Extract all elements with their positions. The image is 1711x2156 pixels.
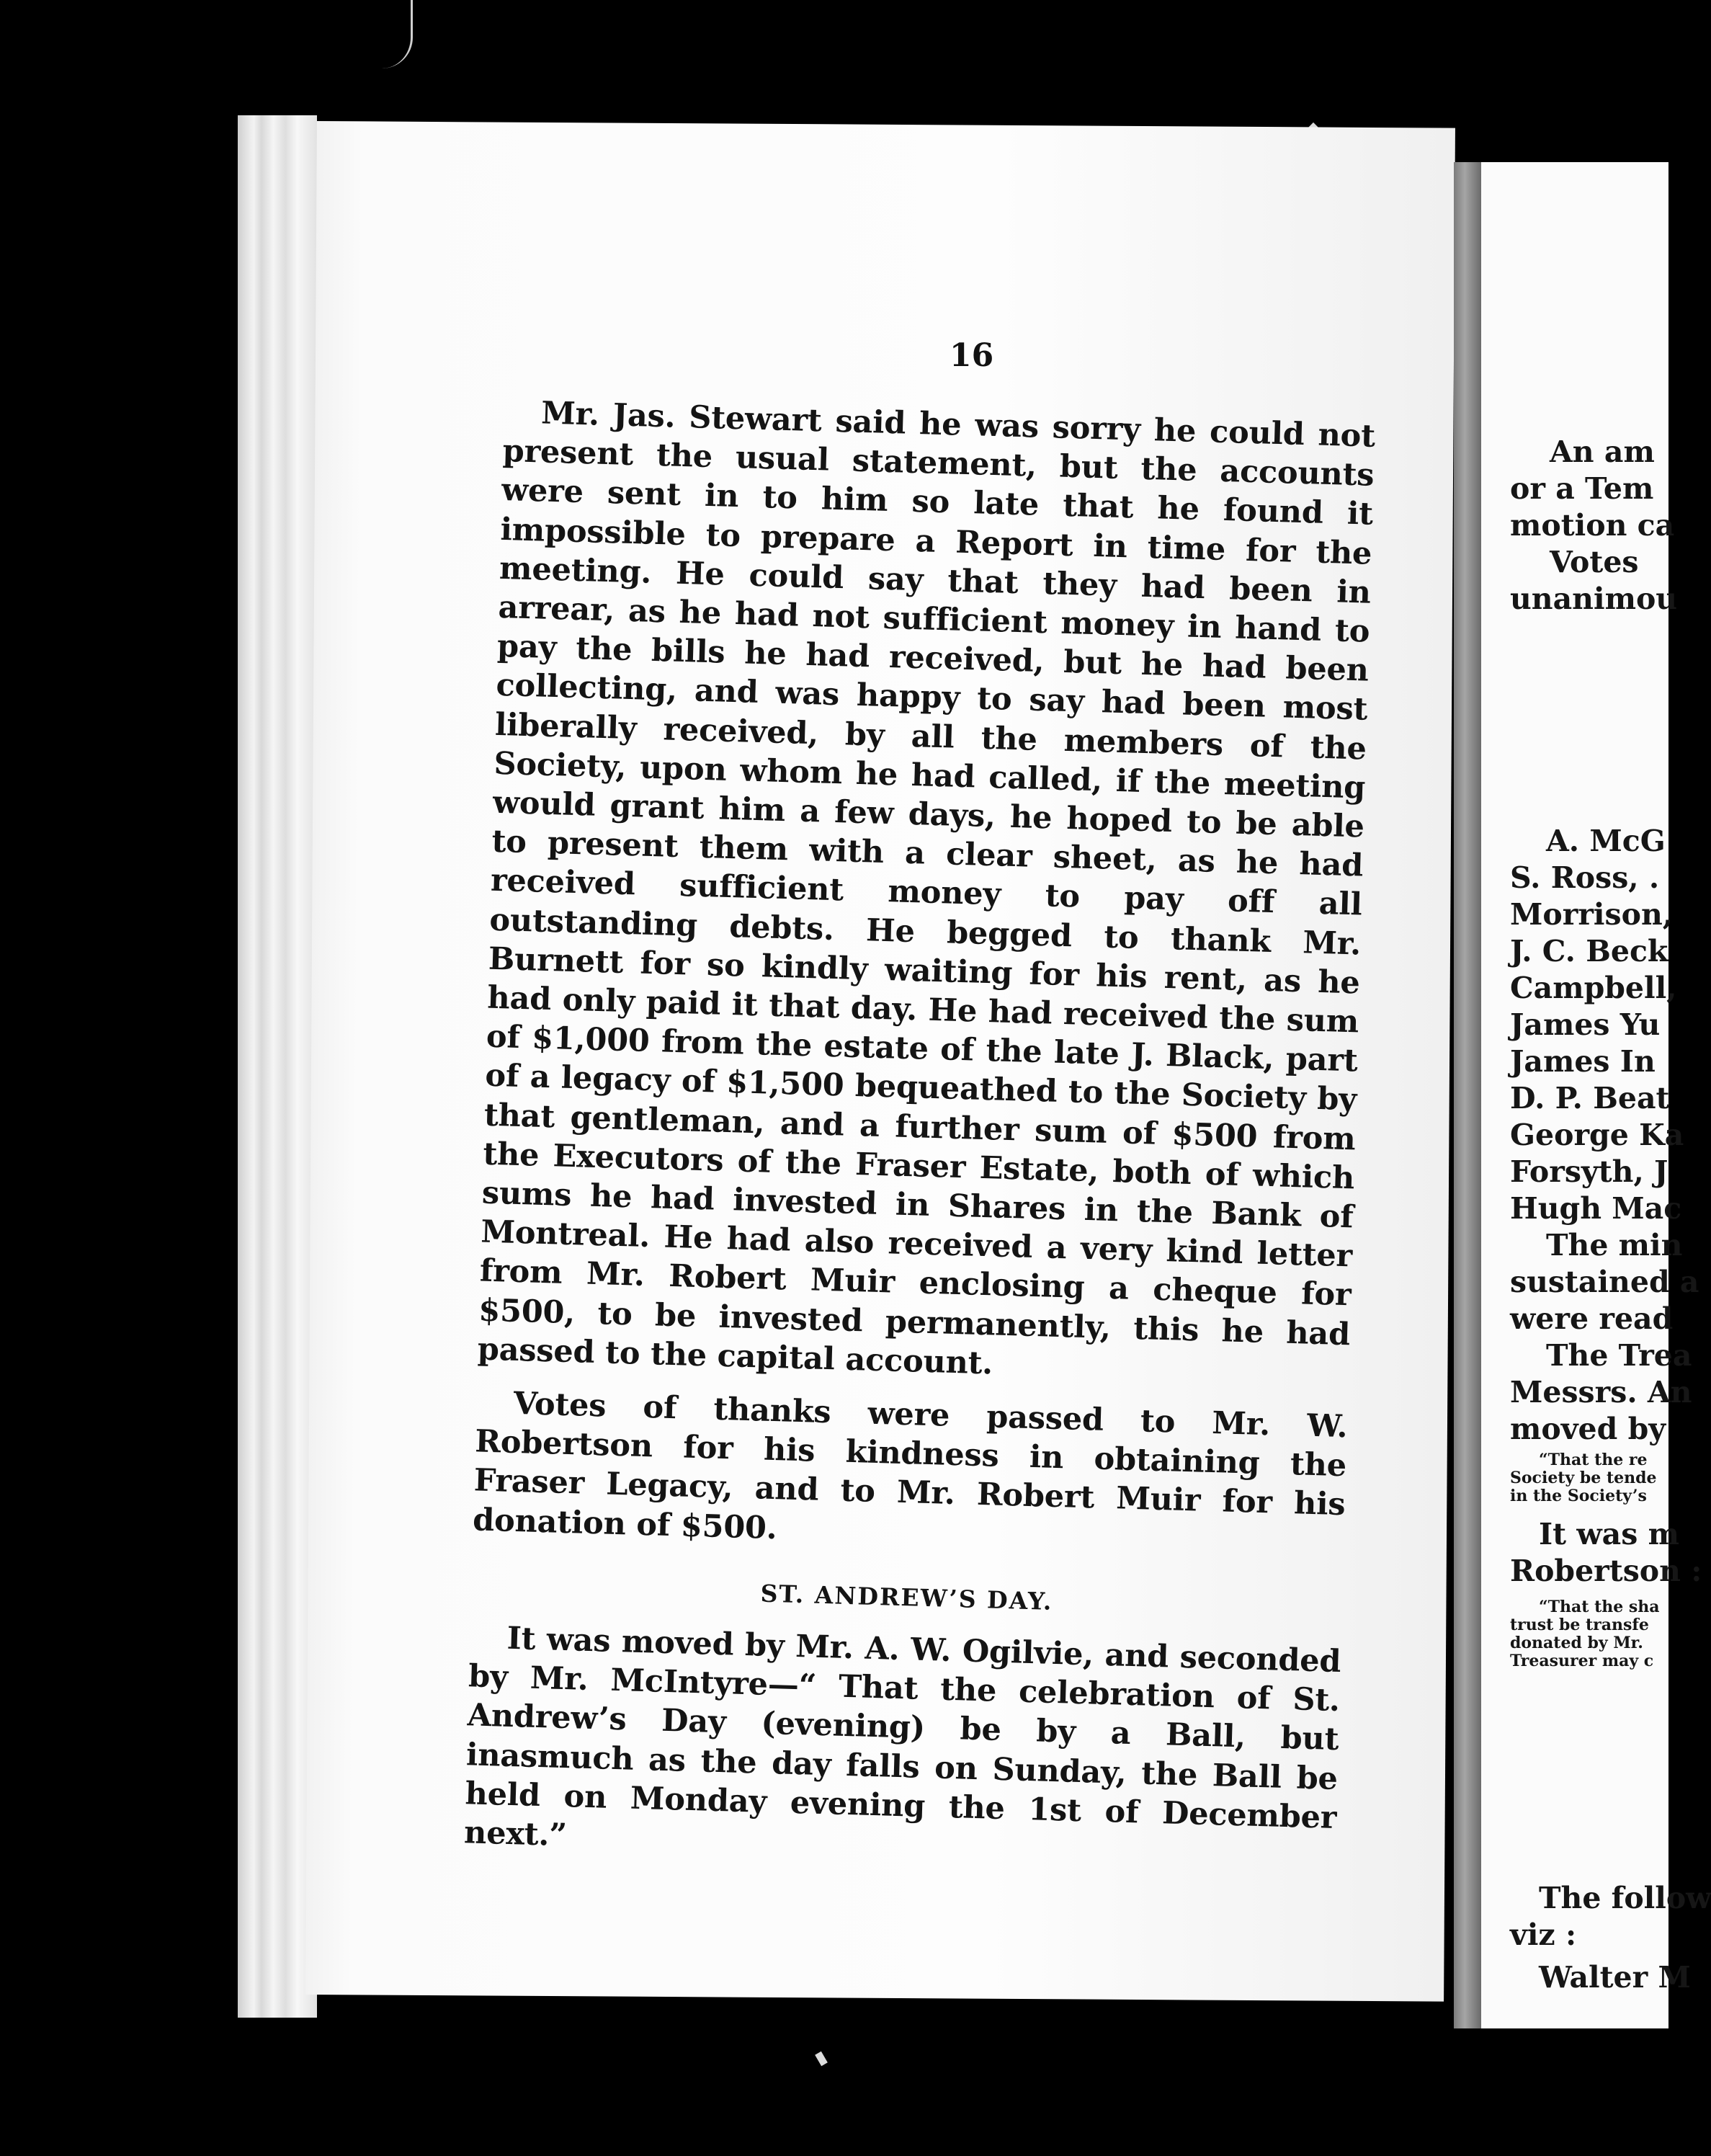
- section-heading: ST. ANDREW’S DAY.: [760, 1579, 1053, 1616]
- right-page-line: Robertson :: [1510, 1554, 1702, 1588]
- left-page-body: [463, 393, 1376, 1891]
- scan-mark-top-left: [382, 0, 413, 68]
- right-page-line: Campbell,: [1510, 971, 1677, 1005]
- right-page-line: An am: [1550, 435, 1655, 469]
- right-page-line: Hugh Mac: [1510, 1191, 1682, 1226]
- scan-mark-bottom: [815, 2052, 828, 2067]
- right-page-line: unanimou: [1510, 582, 1678, 616]
- paragraph-st-andrews-day: It was moved by Mr. A. W. Ogilvie, and seconded by Mr. McIntyre—“ That the celebration of St. Andrew’s Day (evening) be by a Ball, but inasmuch as the day falls on Sunday, the Ball be held on Monday evening the 1st of December next.”: [463, 1620, 1341, 1854]
- right-page-line: A. McG: [1546, 824, 1666, 858]
- right-page-line: viz :: [1510, 1917, 1577, 1952]
- right-page-small-line: in the Society’s: [1510, 1487, 1647, 1505]
- right-page-line: Walter M: [1539, 1960, 1691, 1995]
- right-page-line: S. Ross, .: [1510, 860, 1660, 895]
- right-page-line: The Trea: [1546, 1338, 1692, 1373]
- right-page-line: sustained a: [1510, 1265, 1699, 1299]
- right-page-line: The min: [1546, 1228, 1683, 1262]
- right-page-mid-lines: [1510, 1517, 1702, 1590]
- right-page-small-line: Society be tende: [1510, 1469, 1657, 1487]
- paragraph-votes-of-thanks: Votes of thanks were passed to Mr. W. Robertson for his kindness in obtaining the Fraser Legacy, and to Mr. Robert Muir for his donation of $500.: [472, 1385, 1349, 1546]
- right-page-small-print-2: [1510, 1598, 1660, 1670]
- page-edges: [238, 115, 317, 2018]
- right-page-line: J. C. Beck: [1510, 934, 1668, 968]
- right-page-small-line: “That the sha: [1539, 1598, 1660, 1616]
- right-page-small-line: “That the re: [1539, 1451, 1648, 1469]
- right-page-small-line: trust be transfe: [1510, 1616, 1649, 1634]
- right-page-top-lines: [1510, 435, 1677, 618]
- right-page-line: Messrs. An: [1510, 1375, 1692, 1409]
- right-page-line: Forsyth, J: [1510, 1154, 1668, 1189]
- right-page-line: or a Tem: [1510, 471, 1654, 506]
- right-page: [1481, 162, 1711, 2028]
- right-page-line: George Ka: [1510, 1118, 1684, 1152]
- right-page-line: motion ca: [1510, 508, 1675, 543]
- right-page-small-line: Treasurer may c: [1510, 1652, 1654, 1670]
- right-page-small-print-1: [1510, 1451, 1657, 1505]
- right-page-line: moved by: [1510, 1412, 1666, 1446]
- right-page-line: were read: [1510, 1301, 1674, 1336]
- right-page-line: The follow: [1539, 1881, 1711, 1915]
- right-page-name-lines: [1510, 824, 1699, 1448]
- right-page-bottom-lines: [1510, 1881, 1711, 1997]
- right-page-line: Votes: [1550, 545, 1639, 579]
- right-page-line: D. P. Beat: [1510, 1081, 1670, 1115]
- right-page-line: Morrison,: [1510, 897, 1674, 932]
- book-gutter: [1454, 162, 1481, 2028]
- paragraph-treasurer-statement: Mr. Jas. Stewart said he was sorry he could not present the usual statement, but the accounts were sent in to him so late that he found it impossible to prepare a Report in time for the meeting. He could say that they had been in arrear, as he had not sufficient money in hand to pay the bills he had received, but he had been collecting, and was happy to say had been most liberally received, by all the members of the Society, upon whom he had called, if the meeting would grant him a few days, he hoped to be able to present them with a clear sheet, as he had received sufficient money to pay off all outstanding debts. He begged to thank Mr. Burnett for so kindly waiting for his rent, as he had only paid it that day. He had received the sum of $1,000 from the estate of the late J. Black, part of a legacy of $1,500 bequeathed to the Society by that gentleman, and a further sum of $500 from the Executors of the Fraser Estate, both of which sums he had invested in Shares in the Bank of Montreal. He had also received a very kind letter from Mr. Robert Muir enclosing a cheque for $500, to be invested permanently, this he had passed to the capital account.: [477, 395, 1376, 1382]
- right-page-line: James Yu: [1510, 1007, 1661, 1042]
- page-number: 16: [950, 337, 994, 374]
- right-page-line: It was m: [1539, 1517, 1679, 1551]
- right-page-small-line: donated by Mr.: [1510, 1634, 1643, 1652]
- right-page-line: James In: [1510, 1044, 1656, 1079]
